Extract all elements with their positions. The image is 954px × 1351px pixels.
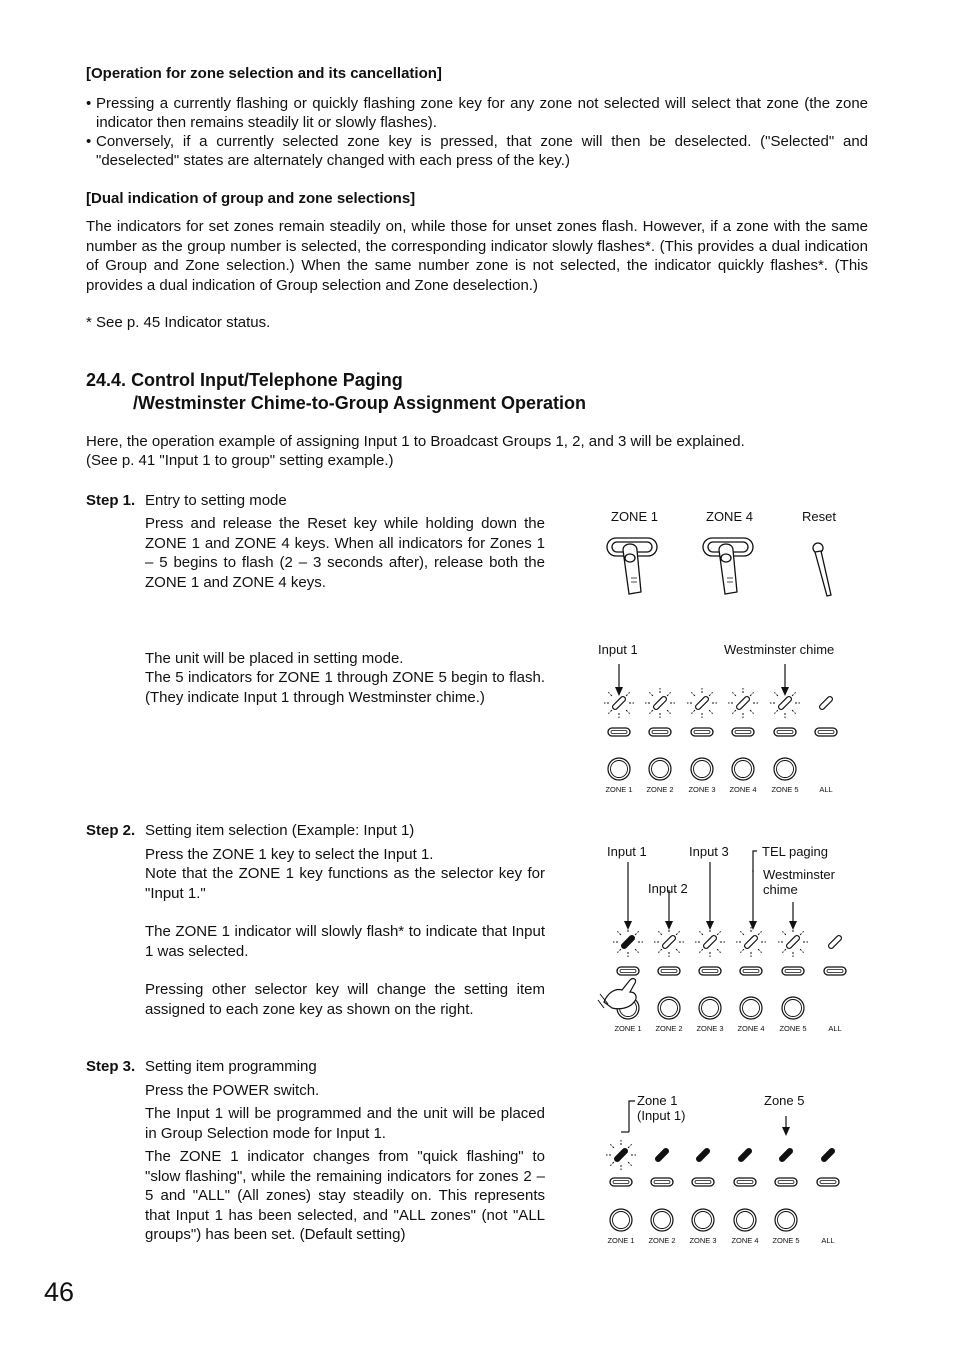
fig4-zone5-label: Zone 5 xyxy=(764,1093,805,1108)
heading-zone-selection: [Operation for zone selection and its cancellation] xyxy=(86,65,442,82)
fig3-westminster-label: Westminster chime xyxy=(763,867,835,897)
zone-button-icon xyxy=(658,997,680,1019)
zone-button-icon xyxy=(649,758,671,780)
footnote: * See p. 45 Indicator status. xyxy=(86,314,271,331)
zone-label: ZONE 3 xyxy=(688,785,716,794)
zone-key-icon xyxy=(824,967,846,975)
flashing-indicator-icon xyxy=(770,688,800,718)
zone-key-icon xyxy=(692,1178,714,1186)
zone-key-icon xyxy=(817,1178,839,1186)
zone-button-icon xyxy=(610,1209,632,1231)
zone-button-icon xyxy=(691,758,713,780)
flashing-indicator-icon xyxy=(687,688,717,718)
intro-line1: Here, the operation example of assigning Input 1 to Broadcast Groups 1, 2, and 3 will be explained. xyxy=(86,433,745,450)
step1-label: Step 1. xyxy=(86,492,136,509)
zone-key-icon xyxy=(658,967,680,975)
zone-label: ZONE 5 xyxy=(772,1236,800,1245)
indicator-icon xyxy=(821,1148,836,1163)
fig4-panel xyxy=(598,1092,848,1252)
intro-line2: (See p. 41 "Input 1 to group" setting example.) xyxy=(86,452,394,469)
step1-title: Entry to setting mode xyxy=(145,492,287,509)
section-number: 24.4. xyxy=(86,370,127,390)
heading-dual-indication: [Dual indication of group and zone selections] xyxy=(86,190,416,207)
zone-key-icon xyxy=(649,728,671,736)
zone-button-icon xyxy=(608,758,630,780)
zone-key-icon xyxy=(608,728,630,736)
zone-key-icon xyxy=(782,967,804,975)
fig2-panel xyxy=(598,660,848,800)
zone-button-icon xyxy=(774,758,796,780)
zone-label: ZONE 2 xyxy=(646,785,674,794)
fig1-zone1-label: ZONE 1 xyxy=(611,509,658,524)
arrow-icon xyxy=(665,890,673,930)
fig1-reset-label: Reset xyxy=(802,509,836,524)
indicator-icon xyxy=(655,1148,670,1163)
indicator-icon xyxy=(779,1148,794,1163)
bullet-text: Conversely, if a currently selected zone key is pressed, that zone will then be deselected. ("Selected" and "deselected" states are alternately changed with each press of the key.) xyxy=(96,133,868,169)
zone-label: ZONE 5 xyxy=(779,1024,807,1033)
zone-label: ZONE 4 xyxy=(737,1024,765,1033)
zone-key-icon xyxy=(732,728,754,736)
section-title-line2: /Westminster Chime-to-Group Assignment Operation xyxy=(133,393,587,413)
indicator-icon xyxy=(738,1148,753,1163)
step3-para2: The Input 1 will be programmed and the unit will be placed in Group Selection mode for Input 1. xyxy=(145,1105,545,1142)
step2-label: Step 2. xyxy=(86,822,136,839)
step2-para4: Pressing other selector key will change the setting item assigned to each zone key as shown on the right. xyxy=(145,981,545,1018)
zone-button-icon xyxy=(740,997,762,1019)
zone-key-icon xyxy=(610,1178,632,1186)
fig2-input1-label: Input 1 xyxy=(598,642,638,657)
flashing-indicator-icon xyxy=(645,688,675,718)
bracket-line xyxy=(753,851,757,872)
step3-label: Step 3. xyxy=(86,1058,136,1075)
zone-key-icon xyxy=(815,728,837,736)
arrow-icon xyxy=(782,1116,790,1136)
flashing-indicator-icon xyxy=(606,1140,636,1170)
flashing-indicator-icon xyxy=(613,927,643,957)
zone-button-icon xyxy=(734,1209,756,1231)
flashing-indicator-icon xyxy=(654,927,684,957)
indicator-icon xyxy=(819,696,834,711)
fig3-input1-label: Input 1 xyxy=(607,844,647,859)
zone-key-icon xyxy=(699,967,721,975)
fig1-keys-illustration xyxy=(595,528,855,608)
step1-indicators: The 5 indicators for ZONE 1 through ZONE 5 begin to flash. (They indicate Input 1 through Westminster chime.) xyxy=(145,669,545,706)
flashing-indicator-icon xyxy=(778,927,808,957)
arrow-icon xyxy=(789,902,797,930)
section-title xyxy=(86,369,403,392)
zone-label: ZONE 3 xyxy=(696,1024,724,1033)
zone-button-icon xyxy=(732,758,754,780)
zone-key-icon xyxy=(734,1178,756,1186)
zone-button-icon xyxy=(699,997,721,1019)
step3-para3: The ZONE 1 indicator changes from "quick flashing" to "slow flashing", while the remaining indicators for zones 2 – 5 and "ALL" (All zones) stay steadily on. This represents that Input 1 has been selected, and "ALL zones" (not "ALL groups") has been set. (Default setting) xyxy=(145,1148,545,1243)
fig2-westminster-label: Westminster chime xyxy=(724,642,835,657)
bullet-item: • Conversely, if a currently selected zone key is pressed, that zone will then be deselected. ("Selected" and "deselected" states are alternately changed with each press of the key.) xyxy=(86,133,868,169)
zone-label: ZONE 1 xyxy=(614,1024,642,1033)
zone-label: ZONE 1 xyxy=(605,785,633,794)
zone-label: ZONE 2 xyxy=(648,1236,676,1245)
step3-para1: Press the POWER switch. xyxy=(145,1082,320,1099)
zone-label: ZONE 2 xyxy=(655,1024,683,1033)
fig3-panel xyxy=(594,842,850,1042)
page-number: 46 xyxy=(44,1277,75,1307)
indicator-icon xyxy=(828,935,843,950)
dual-indication-paragraph: The indicators for set zones remain steadily on, while those for unset zones flash. However, if a zone with the same number as the group number is selected, the corresponding indicator slowly flashes*. (This provides a dual indication of Group and Zone selection.) When the same number zone is not selected, the indicator quickly flashes*. (This provides a dual indication of Group selection and Zone deselection.) xyxy=(86,218,868,294)
section-title-line1: Control Input/Telephone Paging xyxy=(131,370,403,390)
zone-button-icon xyxy=(651,1209,673,1231)
fig3-input2-label: Input 2 xyxy=(648,881,688,896)
bullet-text: Pressing a currently flashing or quickly flashing zone key for any zone not selected will select that zone (the zone indicator then remains steadily lit or slowly flashes). xyxy=(96,95,868,131)
fig1-zone4-label: ZONE 4 xyxy=(706,509,753,524)
finger-icon xyxy=(703,538,753,594)
zone-key-icon xyxy=(691,728,713,736)
zone-button-icon xyxy=(775,1209,797,1231)
step2-para2: Note that the ZONE 1 key functions as the selector key for "Input 1." xyxy=(145,865,545,902)
indicator-icon xyxy=(696,1148,711,1163)
fig4-zone1-label: Zone 1 (Input 1) xyxy=(637,1093,686,1123)
zone-label: ZONE 1 xyxy=(607,1236,635,1245)
flashing-indicator-icon xyxy=(695,927,725,957)
flashing-indicator-icon xyxy=(604,688,634,718)
bullet-item: • Pressing a currently flashing or quickly flashing zone key for any zone not selected will select that zone (the zone indicator then remains steadily lit or slowly flashes). xyxy=(86,95,868,131)
flashing-indicator-icon xyxy=(728,688,758,718)
zone-key-icon xyxy=(651,1178,673,1186)
zone-key-icon xyxy=(617,967,639,975)
step2-para3: The ZONE 1 indicator will slowly flash* to indicate that Input 1 was selected. xyxy=(145,923,545,960)
reset-pin-icon xyxy=(813,543,831,596)
fig3-tel-label: TEL paging xyxy=(762,844,829,859)
zone-label: ALL xyxy=(819,785,833,794)
zone-label: ALL xyxy=(828,1024,842,1033)
zone-label: ZONE 4 xyxy=(731,1236,759,1245)
step1-result: The unit will be placed in setting mode. xyxy=(145,650,404,667)
arrow-icon xyxy=(749,870,757,930)
zone-button-icon xyxy=(692,1209,714,1231)
flashing-indicator-icon xyxy=(736,927,766,957)
step2-title: Setting item selection (Example: Input 1) xyxy=(145,822,415,839)
zone-label: ZONE 3 xyxy=(689,1236,717,1245)
arrow-icon xyxy=(706,862,714,930)
zone-key-icon xyxy=(774,728,796,736)
zone-label: ALL xyxy=(821,1236,835,1245)
fig3-input3-label: Input 3 xyxy=(689,844,729,859)
finger-icon xyxy=(607,538,657,594)
zone-button-icon xyxy=(782,997,804,1019)
pressing-hand-icon xyxy=(598,979,636,1009)
zone-label: ZONE 4 xyxy=(729,785,757,794)
arrow-icon xyxy=(624,862,632,930)
step2-para1: Press the ZONE 1 key to select the Input 1. xyxy=(145,846,434,863)
zone-key-icon xyxy=(740,967,762,975)
zone-key-icon xyxy=(775,1178,797,1186)
step1-paragraph: Press and release the Reset key while holding down the ZONE 1 and ZONE 4 keys. When all indicators for Zones 1 – 5 begins to flash (2 – 3 seconds after), release both the ZONE 1 and ZONE 4 keys. xyxy=(145,515,545,591)
step3-title: Setting item programming xyxy=(145,1058,317,1075)
bracket-line xyxy=(629,1101,635,1132)
zone-label: ZONE 5 xyxy=(771,785,799,794)
